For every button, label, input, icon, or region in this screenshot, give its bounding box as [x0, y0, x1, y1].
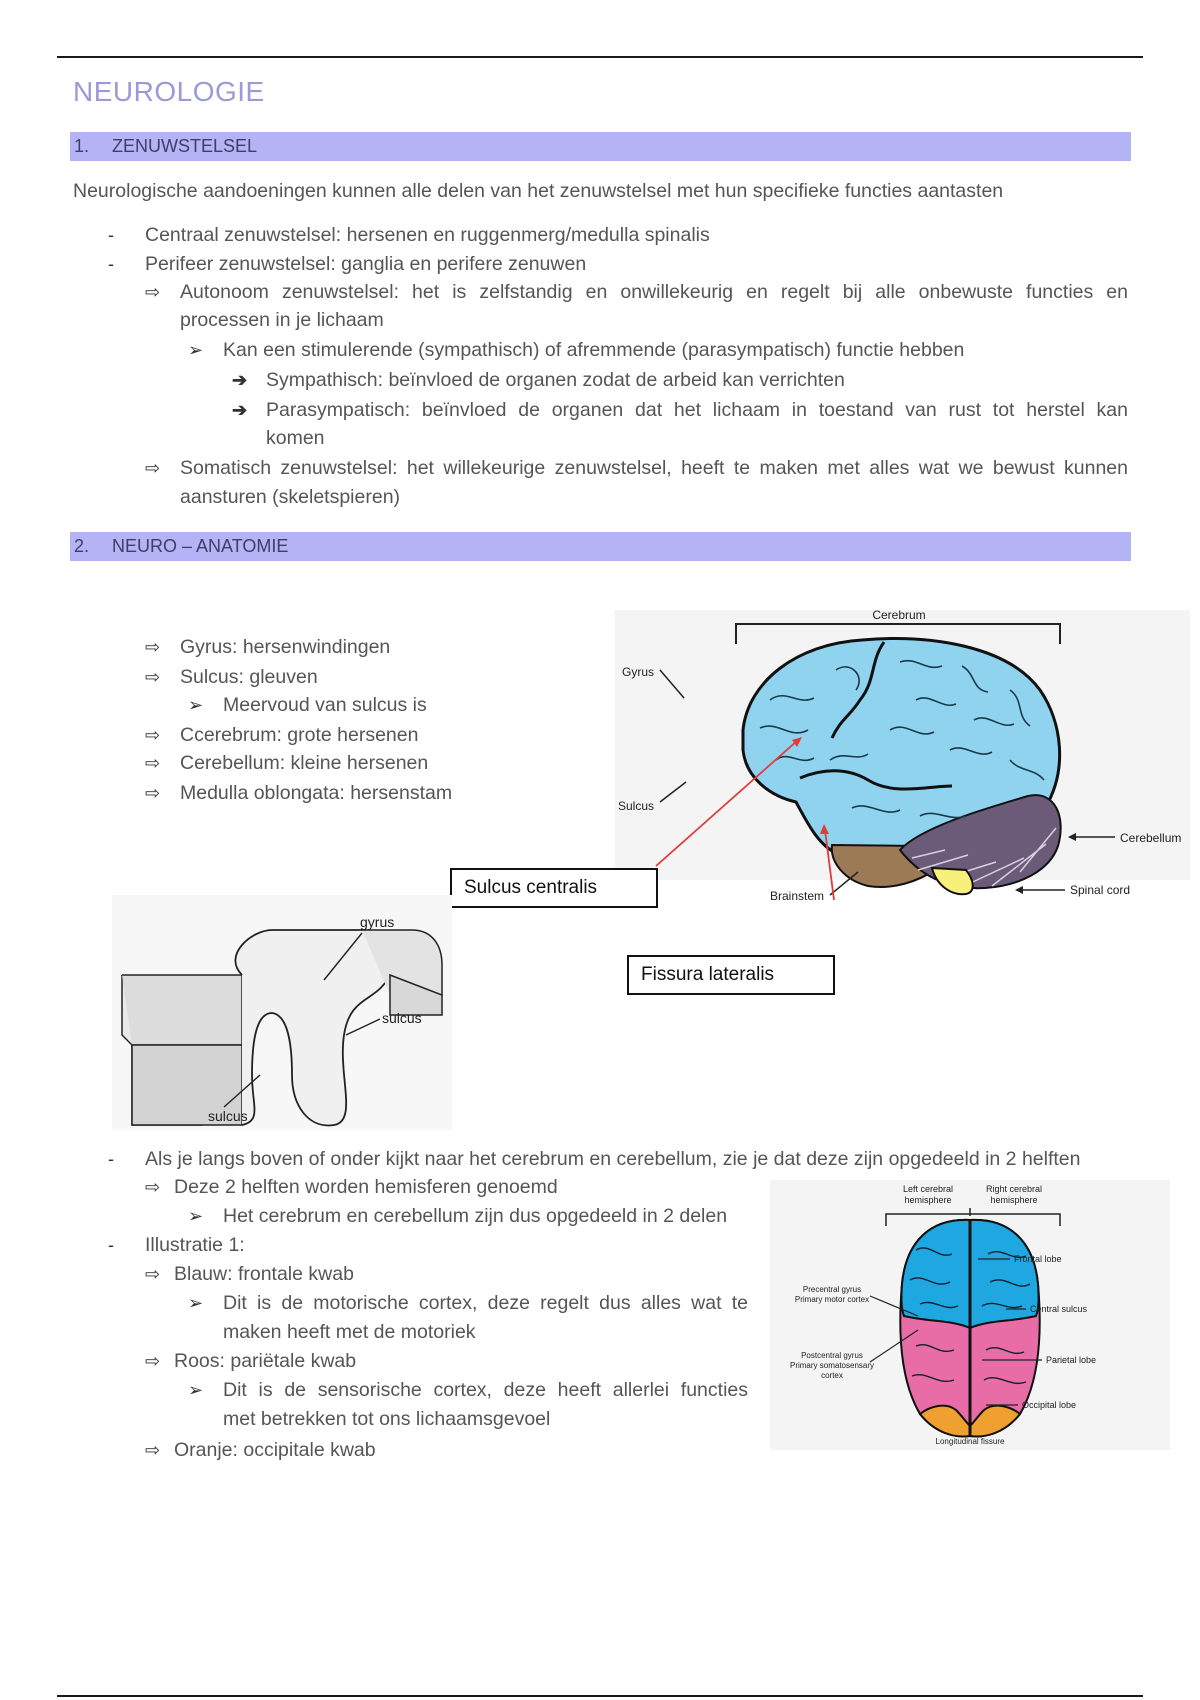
list-item: Deze 2 helften worden hemisferen genoemd — [174, 1176, 558, 1198]
list-item: Illustratie 1: — [145, 1234, 245, 1256]
list-item: Parasympatisch: beïnvloed de organen dat het lichaam in toestand van rust tot herstel kan — [266, 399, 1128, 421]
list-item: Blauw: frontale kwab — [174, 1263, 354, 1285]
label-spinal-cord: Spinal cord — [1070, 883, 1131, 897]
dash-bullet: - — [108, 225, 114, 245]
list-item: Meervoud van sulcus is — [223, 694, 427, 716]
list-item: Medulla oblongata: hersenstam — [180, 782, 453, 804]
bold-arrow-icon: ➔ — [232, 400, 248, 420]
brain-lateral-figure — [600, 600, 1190, 920]
label-cerebellum: Cerebellum — [1120, 831, 1182, 845]
label-postcentral-3: cortex — [821, 1371, 843, 1380]
label-left-hemisphere-1: Left cerebral — [902, 1184, 954, 1194]
label-sulcus-bottom: sulcus — [208, 1108, 248, 1124]
dash-bullet: - — [108, 1149, 114, 1169]
label-sulcus-right: sulcus — [382, 1010, 422, 1026]
hollow-arrow-icon: ⇨ — [145, 1264, 161, 1284]
label-postcentral-1: Postcentral gyrus — [801, 1351, 863, 1360]
list-item: Gyrus: hersenwindingen — [180, 636, 391, 658]
gyrus-sulcus-figure — [112, 895, 452, 1130]
list-item: Als je langs boven of onder kijkt naar het cerebrum en cerebellum, zie je dat deze zijn opgedeeld in 2 helften — [145, 1148, 1081, 1170]
section-number: 1. — [74, 136, 90, 156]
arrowhead-icon: ➢ — [188, 340, 204, 360]
list-item: Centraal zenuwstelsel: hersenen en ruggenmerg/medulla spinalis — [145, 224, 710, 246]
list-item-cont: processen in je lichaam — [180, 309, 384, 331]
hollow-arrow-icon: ⇨ — [145, 1177, 161, 1197]
arrowhead-icon: ➢ — [188, 1380, 204, 1400]
section-heading-1 — [70, 132, 1131, 161]
list-item-cont: met betrekken tot ons lichaamsgevoel — [223, 1408, 551, 1430]
list-item: Dit is de motorische cortex, deze regelt dus alles wat te — [223, 1292, 748, 1314]
arrowhead-icon — [1015, 886, 1023, 894]
arrowhead-icon: ➢ — [188, 1206, 204, 1226]
label-frontal-lobe: Frontal lobe — [1014, 1254, 1062, 1264]
list-item: Perifeer zenuwstelsel: ganglia en perifere zenuwen — [145, 253, 587, 275]
label-occipital-lobe: Occipital lobe — [1022, 1400, 1077, 1410]
list-item: Autonoom zenuwstelsel: het is zelfstandig en onwillekeurig en regelt bij alle onbewuste functies en — [180, 281, 1128, 303]
dash-bullet: - — [108, 1235, 114, 1255]
label-central-sulcus: Central sulcus — [1030, 1304, 1088, 1314]
label-postcentral-2: Primary somatosensary — [789, 1361, 875, 1370]
list-item: Sulcus: gleuven — [180, 666, 318, 688]
list-item: Cerebellum: kleine hersenen — [180, 752, 429, 774]
spinal-cord-shape — [932, 868, 973, 894]
list-item: Kan een stimulerende (sympathisch) of afremmende (parasympatisch) functie hebben — [223, 339, 965, 361]
list-item: Dit is de sensorische cortex, deze heeft allerlei functies — [223, 1379, 748, 1401]
fold-top-left — [122, 975, 242, 1045]
section-label: NEURO – ANATOMIE — [112, 536, 289, 556]
hollow-arrow-icon: ⇨ — [145, 1351, 161, 1371]
label-left-hemisphere-2: hemisphere — [904, 1195, 952, 1205]
list-item-cont: aansturen (skeletspieren) — [180, 486, 401, 508]
label-precentral-2: Primary motor cortex — [794, 1295, 870, 1304]
top-rule — [57, 56, 1143, 58]
bottom-rule — [57, 1695, 1143, 1697]
label-brainstem: Brainstem — [770, 889, 825, 903]
bold-arrow-icon: ➔ — [232, 370, 248, 390]
label-cerebrum: Cerebrum — [872, 608, 926, 622]
list-item: Het cerebrum en cerebellum zijn dus opgedeeld in 2 delen — [223, 1205, 728, 1227]
hollow-arrow-icon: ⇨ — [145, 753, 161, 773]
section-label: ZENUWSTELSEL — [112, 136, 258, 156]
list-item: Sympathisch: beïnvloed de organen zodat de arbeid kan verrichten — [266, 369, 845, 391]
label-box-fissura-lateralis: Fissura lateralis — [627, 955, 835, 995]
hollow-arrow-icon: ⇨ — [145, 783, 161, 803]
label-gyrus: gyrus — [360, 914, 395, 930]
dash-bullet: - — [108, 254, 114, 274]
section-number: 2. — [74, 536, 90, 556]
label-gyrus: Gyrus — [622, 665, 655, 679]
brain-top-view-figure — [770, 1180, 1170, 1450]
list-item: Somatisch zenuwstelsel: het willekeurige zenuwstelsel, heeft te maken met alles wat we bewust kunnen — [180, 457, 1128, 479]
label-box-sulcus-centralis: Sulcus centralis — [450, 868, 658, 908]
list-item: Roos: pariëtale kwab — [174, 1350, 357, 1372]
label-right-hemisphere-1: Right cerebral — [985, 1184, 1043, 1194]
hollow-arrow-icon: ⇨ — [145, 1440, 161, 1460]
page-title: NEUROLOGIE — [73, 76, 265, 107]
label-precentral-1: Precentral gyrus — [802, 1285, 862, 1294]
label-parietal-lobe: Parietal lobe — [1046, 1355, 1097, 1365]
intro-text: Neurologische aandoeningen kunnen alle delen van het zenuwstelsel met hun specifieke functies aantasten — [73, 180, 1004, 202]
hollow-arrow-icon: ⇨ — [145, 725, 161, 745]
list-item: Oranje: occipitale kwab — [174, 1439, 376, 1461]
arrowhead-icon: ➢ — [188, 1293, 204, 1313]
hollow-arrow-icon: ⇨ — [145, 458, 161, 478]
label-right-hemisphere-2: hemisphere — [990, 1195, 1038, 1205]
list-item: Ccerebrum: grote hersenen — [180, 724, 419, 746]
arrowhead-icon: ➢ — [188, 695, 204, 715]
label-longitudinal-fissure: Longitudinal fissure — [935, 1437, 1005, 1446]
hollow-arrow-icon: ⇨ — [145, 637, 161, 657]
list-item-cont: maken heeft met de motoriek — [223, 1321, 476, 1343]
section-heading-2 — [70, 532, 1131, 561]
hollow-arrow-icon: ⇨ — [145, 667, 161, 687]
label-sulcus: Sulcus — [618, 799, 655, 813]
list-item-cont: komen — [266, 427, 325, 449]
hollow-arrow-icon: ⇨ — [145, 282, 161, 302]
